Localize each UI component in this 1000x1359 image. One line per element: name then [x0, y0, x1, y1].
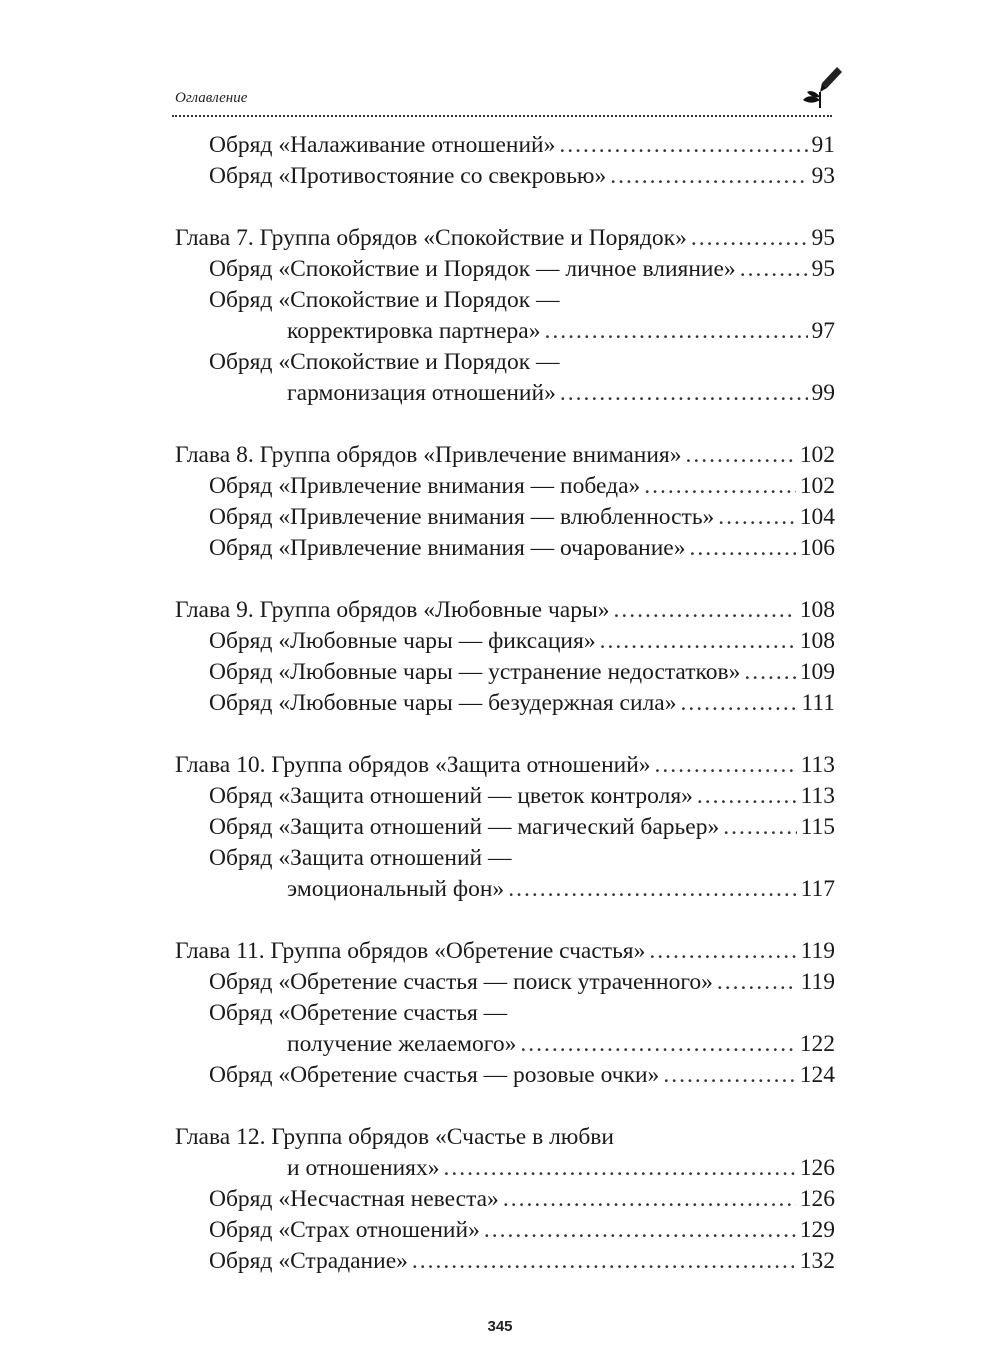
running-header-title: Оглавление — [175, 90, 248, 106]
toc-page-number: 115 — [800, 814, 835, 840]
dot-leader — [520, 1029, 795, 1060]
toc-page-number: 102 — [799, 442, 835, 468]
toc-entry-title: Обряд «Привлечение внимания — очарование» — [209, 535, 686, 561]
pen-sprout-icon — [796, 64, 844, 112]
dot-leader — [718, 502, 795, 533]
dot-leader — [412, 1246, 796, 1277]
dot-leader — [614, 595, 796, 626]
toc-rite-entry — [175, 967, 835, 998]
page-number: 345 — [487, 1318, 513, 1335]
toc-entry-title: Обряд «Любовные чары — фиксация» — [209, 628, 596, 654]
section-gap — [175, 192, 835, 223]
dot-leader — [697, 781, 797, 812]
toc-entry-title: Обряд «Любовные чары — безудержная сила» — [209, 690, 677, 716]
toc-entry-title: получение желаемого» — [287, 1031, 517, 1057]
toc-entry-title: Обряд «Обретение счастья — розовые очки» — [209, 1062, 660, 1088]
toc-entry-title: Обряд «Обретение счастья — поиск утраченного» — [209, 969, 713, 995]
dot-leader — [689, 533, 795, 564]
toc-page-number: 93 — [811, 163, 835, 189]
toc-rite-entry — [175, 254, 835, 285]
toc-page-number: 106 — [799, 535, 835, 561]
toc-rite-entry — [175, 998, 835, 1029]
section-gap — [175, 719, 835, 750]
toc-entry-title: Обряд «Спокойствие и Порядок — — [209, 349, 560, 375]
dot-leader — [691, 223, 808, 254]
section-gap — [175, 564, 835, 595]
toc-page-number: 126 — [799, 1186, 835, 1212]
dot-leader — [655, 750, 797, 781]
dot-leader — [680, 688, 797, 719]
toc-page-number: 119 — [800, 969, 835, 995]
toc-rite-entry — [175, 843, 835, 874]
dot-leader — [610, 161, 807, 192]
toc-entry-title: Обряд «Обретение счастья — — [209, 1000, 508, 1026]
toc-entry-title: Обряд «Защита отношений — — [209, 845, 512, 871]
toc-chapter-entry — [175, 1122, 835, 1153]
toc-entry-title: Обряд «Налаживание отношений» — [209, 132, 556, 158]
dot-leader — [484, 1215, 796, 1246]
toc-rite-entry — [175, 1184, 835, 1215]
toc-entry-title: Обряд «Несчастная невеста» — [209, 1186, 499, 1212]
toc-rite-entry — [175, 347, 835, 378]
toc-page-number: 108 — [799, 597, 835, 623]
toc-page-number: 129 — [799, 1217, 835, 1243]
toc-page-number: 111 — [801, 690, 835, 716]
toc-rite-entry — [175, 688, 835, 719]
toc-page-number: 104 — [799, 504, 835, 530]
toc-chapter-entry — [175, 936, 835, 967]
toc-page-number: 108 — [799, 628, 835, 654]
toc-page-number: 97 — [811, 318, 835, 344]
toc-page-number: 102 — [799, 473, 835, 499]
section-gap — [175, 1091, 835, 1122]
toc-chapter-entry — [175, 223, 835, 254]
toc-chapter-entry — [175, 750, 835, 781]
dot-leader — [644, 471, 795, 502]
toc-entry-title: Обряд «Страдание» — [209, 1248, 408, 1274]
dot-leader — [560, 378, 808, 409]
toc-entry-title: Обряд «Спокойствие и Порядок — — [209, 287, 560, 313]
toc-page-number: 91 — [811, 132, 835, 158]
toc-entry-title: Обряд «Противостояние со свекровью» — [209, 163, 607, 189]
toc-entry-title: Глава 10. Группа обрядов «Защита отношений» — [175, 752, 651, 778]
toc-entry-title: Глава 9. Группа обрядов «Любовные чары» — [175, 597, 610, 623]
toc-rite-entry — [175, 1060, 835, 1091]
toc-page-number: 124 — [799, 1062, 835, 1088]
dot-leader — [744, 657, 795, 688]
dot-leader — [508, 874, 796, 905]
dot-leader — [600, 626, 796, 657]
dot-leader — [559, 130, 807, 161]
toc-rite-entry — [175, 812, 835, 843]
toc-entry-title: корректировка партнера» — [287, 318, 541, 344]
toc-rite-entry — [175, 626, 835, 657]
dot-leader — [649, 936, 796, 967]
toc-rite-entry — [175, 471, 835, 502]
toc-rite-entry — [175, 781, 835, 812]
toc-page-number: 109 — [799, 659, 835, 685]
section-gap — [175, 905, 835, 936]
header-divider — [172, 115, 832, 117]
toc-rite-entry — [175, 874, 835, 905]
toc-page-number: 126 — [799, 1155, 835, 1181]
toc-rite-entry — [175, 657, 835, 688]
toc-page-number: 119 — [800, 938, 835, 964]
toc-rite-entry — [175, 1246, 835, 1277]
dot-leader — [685, 440, 795, 471]
toc-entry-title: Обряд «Страх отношений» — [209, 1217, 480, 1243]
dot-leader — [663, 1060, 795, 1091]
toc-entry-title: Обряд «Привлечение внимания — победа» — [209, 473, 641, 499]
toc-rite-entry — [175, 1153, 835, 1184]
toc-entry-title: Обряд «Защита отношений — цветок контроля» — [209, 783, 693, 809]
dot-leader — [544, 316, 807, 347]
toc-rite-entry — [175, 130, 835, 161]
toc-chapter-entry — [175, 440, 835, 471]
dot-leader — [723, 812, 796, 843]
toc-entry-title: Глава 7. Группа обрядов «Спокойствие и Порядок» — [175, 225, 687, 251]
toc-rite-entry — [175, 285, 835, 316]
toc-chapter-entry — [175, 595, 835, 626]
toc-rite-entry — [175, 502, 835, 533]
toc-page-number: 99 — [811, 380, 835, 406]
toc-entry-title: Глава 11. Группа обрядов «Обретение счастья» — [175, 938, 646, 964]
toc-entry-title: Обряд «Любовные чары — устранение недостатков» — [209, 659, 741, 685]
toc-entry-title: и отношениях» — [287, 1155, 440, 1181]
toc-page-number: 132 — [799, 1248, 835, 1274]
toc-entry-title: Обряд «Защита отношений — магический барьер» — [209, 814, 720, 840]
toc-page-number: 113 — [800, 752, 835, 778]
toc-entry-title: Обряд «Спокойствие и Порядок — личное влияние» — [209, 256, 736, 282]
dot-leader — [503, 1184, 796, 1215]
toc-entry-title: Глава 12. Группа обрядов «Счастье в любви — [175, 1124, 614, 1150]
toc-entry-title: эмоциональный фон» — [287, 876, 505, 902]
toc-entry-title: Обряд «Привлечение внимания — влюбленность» — [209, 504, 715, 530]
table-of-contents — [175, 130, 835, 1277]
toc-rite-entry — [175, 378, 835, 409]
toc-rite-entry — [175, 316, 835, 347]
toc-page-number: 95 — [811, 256, 835, 282]
toc-entry-title: Глава 8. Группа обрядов «Привлечение внимания» — [175, 442, 682, 468]
toc-rite-entry — [175, 533, 835, 564]
toc-entry-title: гармонизация отношений» — [287, 380, 556, 406]
toc-page-number: 113 — [800, 783, 835, 809]
toc-rite-entry — [175, 1215, 835, 1246]
toc-rite-entry — [175, 161, 835, 192]
dot-leader — [443, 1153, 795, 1184]
dot-leader — [740, 254, 808, 285]
toc-page-number: 117 — [800, 876, 835, 902]
toc-page-number: 95 — [811, 225, 835, 251]
dot-leader — [717, 967, 797, 998]
toc-page-number: 122 — [799, 1031, 835, 1057]
section-gap — [175, 409, 835, 440]
toc-rite-entry — [175, 1029, 835, 1060]
